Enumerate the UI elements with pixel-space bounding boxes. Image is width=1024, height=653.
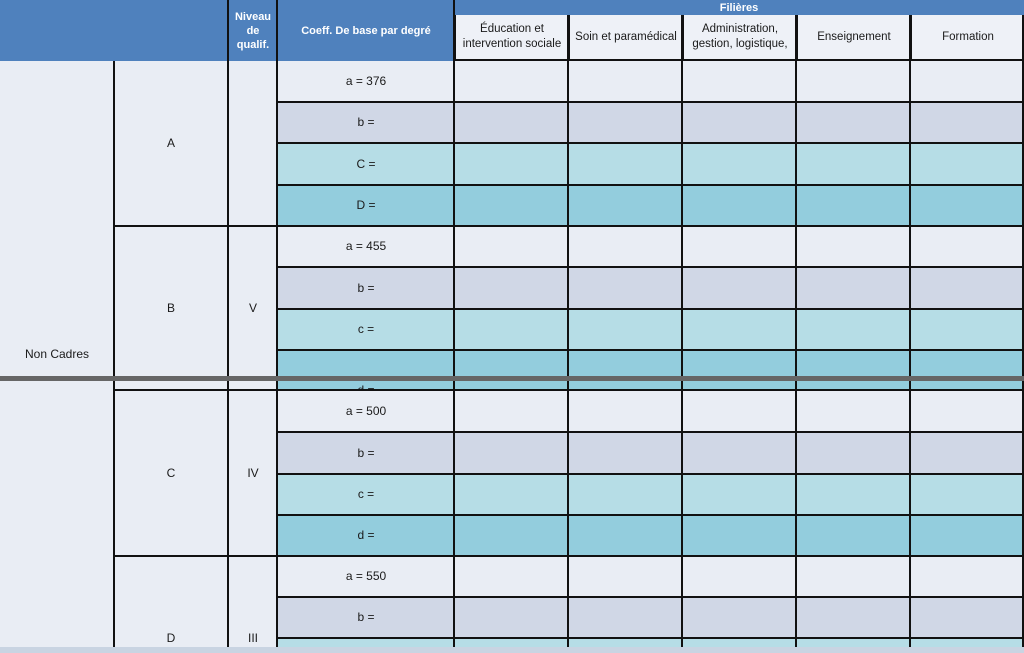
coeff-cell[interactable]: a = 455 xyxy=(278,226,454,267)
coeff-cell[interactable]: b = xyxy=(278,432,454,474)
group-niveau-d[interactable]: III xyxy=(228,556,278,653)
group-niveau-a[interactable] xyxy=(228,61,278,226)
group-niveau-b[interactable]: V xyxy=(228,226,278,391)
gridline-horizontal xyxy=(114,389,278,391)
header-filieres[interactable]: Filières xyxy=(454,0,1024,15)
group-letter-a[interactable]: A xyxy=(114,61,228,226)
row-band[interactable] xyxy=(454,309,1024,350)
row-band[interactable] xyxy=(454,474,1024,515)
column-header-formation[interactable]: Formation xyxy=(910,15,1024,61)
group-letter-d[interactable]: D xyxy=(114,556,228,653)
gridline-horizontal xyxy=(278,431,1024,433)
gridline-horizontal xyxy=(278,101,1024,103)
gridline-horizontal xyxy=(114,555,278,557)
coeff-cell[interactable]: D = xyxy=(278,185,454,226)
category-cell-non-cadres[interactable]: Non Cadres xyxy=(0,61,114,647)
group-letter-c[interactable]: C xyxy=(114,391,228,556)
coeff-cell[interactable] xyxy=(278,350,454,391)
row-band[interactable] xyxy=(454,515,1024,556)
row-band[interactable] xyxy=(454,185,1024,226)
gridline-horizontal xyxy=(278,142,1024,144)
row-band[interactable] xyxy=(454,226,1024,267)
gridline-horizontal xyxy=(278,266,1024,268)
gridline-vertical xyxy=(113,61,115,653)
gridline-horizontal xyxy=(278,555,1024,557)
column-header-soin[interactable]: Soin et paramédical xyxy=(568,15,682,61)
column-header-administration[interactable]: Administration, gestion, logistique, xyxy=(682,15,796,61)
header-niveau[interactable]: Niveau de qualif. xyxy=(228,0,278,61)
gridline-horizontal xyxy=(278,514,1024,516)
coeff-cell[interactable]: d = xyxy=(278,515,454,556)
gridline-horizontal xyxy=(278,225,1024,227)
gridline-vertical xyxy=(909,15,911,653)
frozen-pane-split-bar[interactable] xyxy=(0,376,1024,381)
coeff-cell[interactable]: C = xyxy=(278,143,454,185)
column-header-education[interactable]: Éducation et intervention sociale xyxy=(454,15,568,61)
row-band[interactable] xyxy=(454,143,1024,185)
header-blank xyxy=(0,0,228,61)
row-band[interactable] xyxy=(454,102,1024,143)
coeff-cell[interactable]: a = 376 xyxy=(278,61,454,102)
gridline-horizontal xyxy=(278,473,1024,475)
row-band[interactable] xyxy=(454,556,1024,597)
coeff-cell[interactable]: c = xyxy=(278,309,454,350)
coeff-cell[interactable]: a = 550 xyxy=(278,556,454,597)
coeff-cell[interactable]: c = xyxy=(278,474,454,515)
row-band[interactable] xyxy=(454,267,1024,309)
gridline-horizontal xyxy=(278,308,1024,310)
gridline-vertical xyxy=(681,15,683,653)
gridline-horizontal xyxy=(278,349,1024,351)
coeff-cell[interactable]: b = xyxy=(278,597,454,638)
coeff-cell[interactable]: b = xyxy=(278,267,454,309)
coeff-cell[interactable]: a = 500 xyxy=(278,391,454,432)
group-niveau-c[interactable]: IV xyxy=(228,391,278,556)
header-coeff[interactable]: Coeff. De base par degré xyxy=(278,0,454,61)
gridline-vertical xyxy=(795,15,797,653)
gridline-horizontal xyxy=(278,184,1024,186)
coeff-cell[interactable]: b = xyxy=(278,102,454,143)
gridline-horizontal xyxy=(278,637,1024,639)
row-band[interactable] xyxy=(454,391,1024,432)
gridline-horizontal xyxy=(114,225,278,227)
row-band[interactable] xyxy=(454,61,1024,102)
row-band[interactable] xyxy=(454,432,1024,474)
gridline-vertical xyxy=(567,15,569,653)
status-bar xyxy=(0,647,1024,653)
gridline-horizontal xyxy=(278,596,1024,598)
row-band[interactable] xyxy=(454,350,1024,391)
column-header-enseignement[interactable]: Enseignement xyxy=(796,15,910,61)
group-letter-b[interactable]: B xyxy=(114,226,228,391)
gridline-horizontal xyxy=(278,389,1024,391)
row-band[interactable] xyxy=(454,597,1024,638)
